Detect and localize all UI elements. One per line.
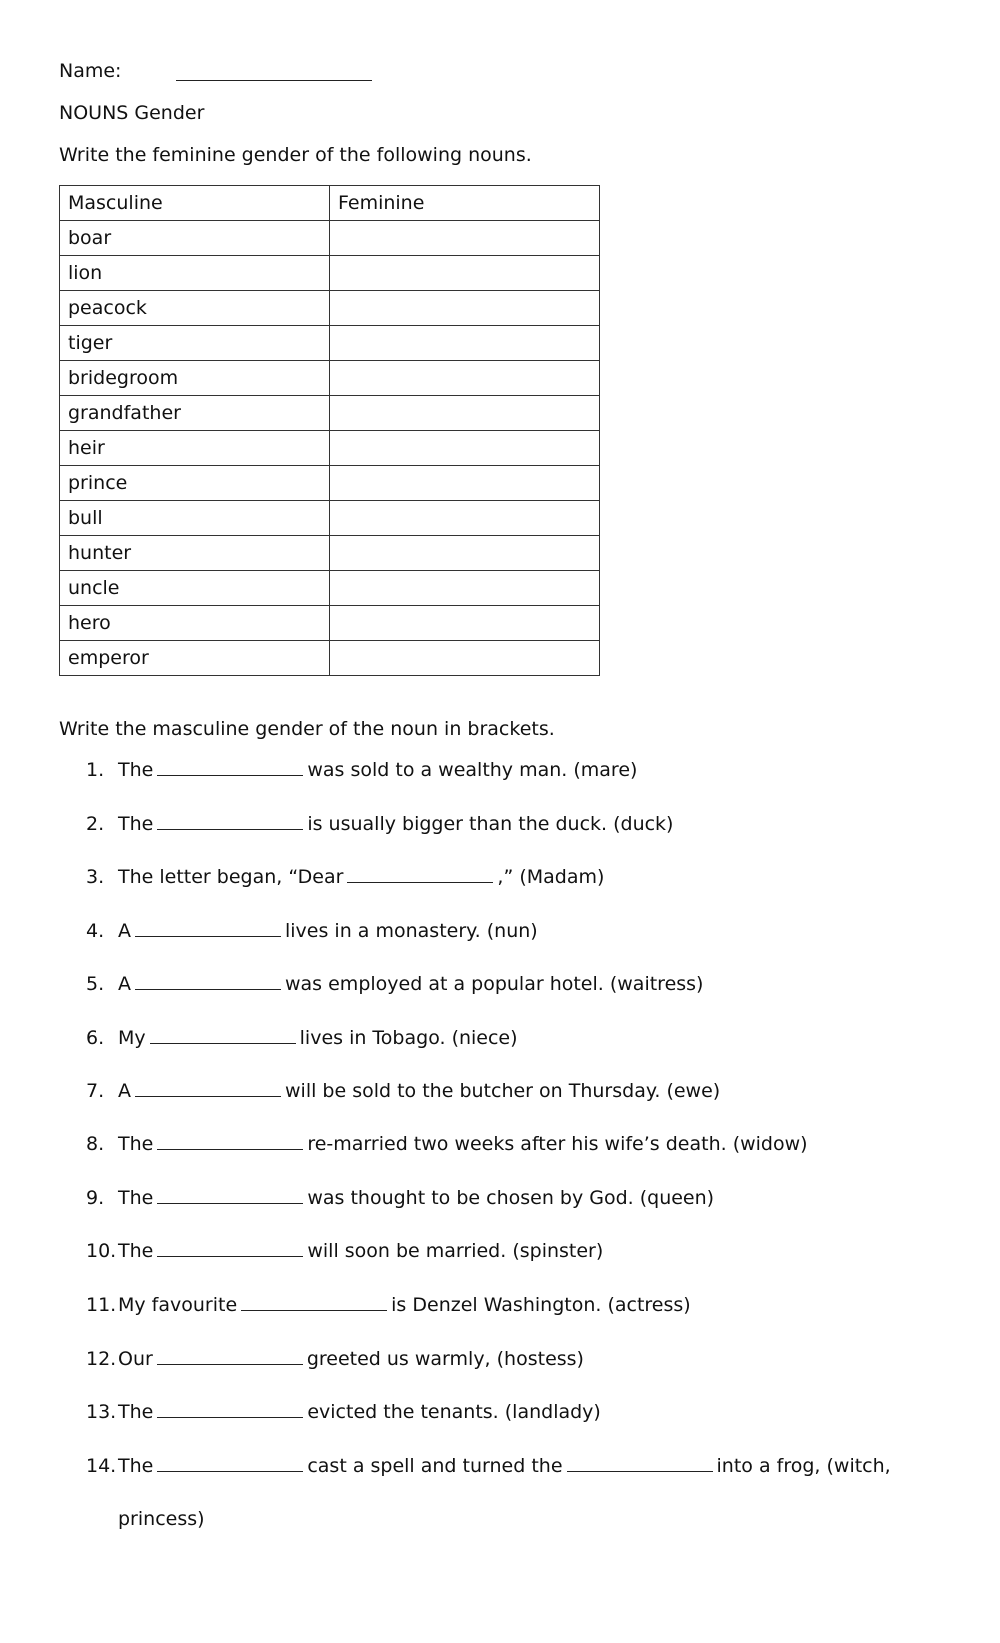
feminine-answer-cell[interactable] — [330, 291, 600, 326]
item-prefix: A — [118, 973, 131, 995]
answer-blank[interactable] — [157, 1255, 303, 1257]
page-title: NOUNS Gender — [59, 102, 205, 124]
item-prefix: The — [118, 1401, 154, 1423]
table-row — [60, 291, 600, 326]
item-number: 1. — [86, 759, 105, 781]
item-suffix: was thought to be chosen by God. (queen) — [307, 1187, 715, 1209]
exercise-item — [86, 973, 703, 995]
item-prefix: A — [118, 920, 131, 942]
item-prefix: A — [118, 1080, 131, 1102]
feminine-answer-cell[interactable] — [330, 431, 600, 466]
item-number: 10. — [86, 1240, 117, 1262]
feminine-answer-cell[interactable] — [330, 641, 600, 676]
item-prefix: The — [118, 1240, 154, 1262]
feminine-answer-cell[interactable] — [330, 571, 600, 606]
masculine-cell: prince — [60, 466, 330, 501]
item-suffix: will soon be married. (spinster) — [307, 1240, 604, 1262]
answer-blank[interactable] — [157, 1470, 303, 1472]
exercise-item — [86, 1133, 808, 1155]
feminine-answer-cell[interactable] — [330, 501, 600, 536]
answer-blank[interactable] — [157, 1202, 303, 1204]
name-blank[interactable] — [176, 80, 372, 81]
item-prefix: My — [118, 1027, 146, 1049]
exercise-item — [86, 866, 604, 888]
feminine-answer-cell[interactable] — [330, 536, 600, 571]
item-suffix: re-married two weeks after his wife’s death. (widow) — [307, 1133, 808, 1155]
table-row — [60, 641, 600, 676]
masculine-cell: uncle — [60, 571, 330, 606]
table-row — [60, 361, 600, 396]
item-suffix: into a frog, (witch, — [716, 1455, 891, 1477]
masculine-cell: heir — [60, 431, 330, 466]
feminine-answer-cell[interactable] — [330, 606, 600, 641]
item-middle: cast a spell and turned the — [307, 1455, 563, 1477]
item-prefix: The letter began, “Dear — [118, 866, 344, 888]
item-prefix: The — [118, 1455, 154, 1477]
masculine-cell: emperor — [60, 641, 330, 676]
exercise-item — [86, 1401, 601, 1423]
item-suffix: is Denzel Washington. (actress) — [391, 1294, 691, 1316]
table-row — [60, 256, 600, 291]
answer-blank[interactable] — [157, 774, 303, 776]
masculine-cell: bull — [60, 501, 330, 536]
table-row — [60, 431, 600, 466]
feminine-answer-cell[interactable] — [330, 256, 600, 291]
item-number: 11. — [86, 1294, 117, 1316]
item-number: 8. — [86, 1133, 105, 1155]
feminine-answer-cell[interactable] — [330, 221, 600, 256]
answer-blank[interactable] — [157, 1363, 303, 1365]
item-number: 7. — [86, 1080, 105, 1102]
item-suffix: lives in a monastery. (nun) — [285, 920, 538, 942]
answer-blank[interactable] — [347, 881, 493, 883]
answer-blank[interactable] — [567, 1470, 713, 1472]
masculine-cell: hero — [60, 606, 330, 641]
item-number: 3. — [86, 866, 105, 888]
gender-table — [59, 185, 600, 676]
masculine-cell: peacock — [60, 291, 330, 326]
col-feminine: Feminine — [330, 186, 600, 221]
exercise-item — [86, 1187, 714, 1209]
item-suffix: is usually bigger than the duck. (duck) — [307, 813, 674, 835]
item-prefix: The — [118, 1133, 154, 1155]
item-prefix: The — [118, 813, 154, 835]
answer-blank[interactable] — [157, 1416, 303, 1418]
table-header-row — [60, 186, 600, 221]
table-row — [60, 606, 600, 641]
exercise-item — [86, 920, 538, 942]
masculine-cell: bridegroom — [60, 361, 330, 396]
section2-instruction: Write the masculine gender of the noun in brackets. — [59, 718, 555, 740]
table-row — [60, 466, 600, 501]
item-suffix: was employed at a popular hotel. (waitress) — [285, 973, 704, 995]
masculine-cell: grandfather — [60, 396, 330, 431]
answer-blank[interactable] — [157, 828, 303, 830]
item-continuation: princess) — [118, 1508, 205, 1530]
item-number: 12. — [86, 1348, 117, 1370]
item-suffix: will be sold to the butcher on Thursday. (ewe) — [285, 1080, 721, 1102]
feminine-answer-cell[interactable] — [330, 361, 600, 396]
col-masculine: Masculine — [60, 186, 330, 221]
answer-blank[interactable] — [150, 1042, 296, 1044]
table-row — [60, 536, 600, 571]
exercise-item — [86, 1455, 891, 1477]
item-suffix: greeted us warmly, (hostess) — [306, 1348, 584, 1370]
exercise-item — [86, 759, 637, 781]
item-suffix: ,” (Madam) — [497, 866, 605, 888]
name-label: Name: — [59, 60, 122, 82]
item-number: 5. — [86, 973, 105, 995]
feminine-answer-cell[interactable] — [330, 396, 600, 431]
exercise-item — [86, 1027, 518, 1049]
item-prefix: Our — [118, 1348, 153, 1370]
table-row — [60, 501, 600, 536]
answer-blank[interactable] — [157, 1148, 303, 1150]
item-number: 6. — [86, 1027, 105, 1049]
answer-blank[interactable] — [135, 988, 281, 990]
answer-blank[interactable] — [135, 935, 281, 937]
table-row — [60, 221, 600, 256]
item-number: 2. — [86, 813, 105, 835]
item-suffix: evicted the tenants. (landlady) — [307, 1401, 601, 1423]
item-prefix: The — [118, 759, 154, 781]
table-row — [60, 326, 600, 361]
exercise-item — [86, 813, 673, 835]
exercise-item — [86, 1240, 603, 1262]
section1-instruction: Write the feminine gender of the following nouns. — [59, 144, 532, 166]
masculine-cell: boar — [60, 221, 330, 256]
item-number: 4. — [86, 920, 105, 942]
item-suffix: lives in Tobago. (niece) — [299, 1027, 518, 1049]
table-row — [60, 396, 600, 431]
item-number: 9. — [86, 1187, 105, 1209]
table-row — [60, 571, 600, 606]
feminine-answer-cell[interactable] — [330, 326, 600, 361]
item-number: 14. — [86, 1455, 117, 1477]
exercise-item — [86, 1080, 720, 1102]
masculine-cell: hunter — [60, 536, 330, 571]
answer-blank[interactable] — [135, 1095, 281, 1097]
exercise-item — [86, 1348, 584, 1370]
exercise-item — [86, 1294, 691, 1316]
item-prefix: The — [118, 1187, 154, 1209]
masculine-cell: lion — [60, 256, 330, 291]
item-number: 13. — [86, 1401, 117, 1423]
item-suffix: was sold to a wealthy man. (mare) — [307, 759, 638, 781]
masculine-cell: tiger — [60, 326, 330, 361]
feminine-answer-cell[interactable] — [330, 466, 600, 501]
item-prefix: My favourite — [118, 1294, 238, 1316]
answer-blank[interactable] — [241, 1309, 387, 1311]
